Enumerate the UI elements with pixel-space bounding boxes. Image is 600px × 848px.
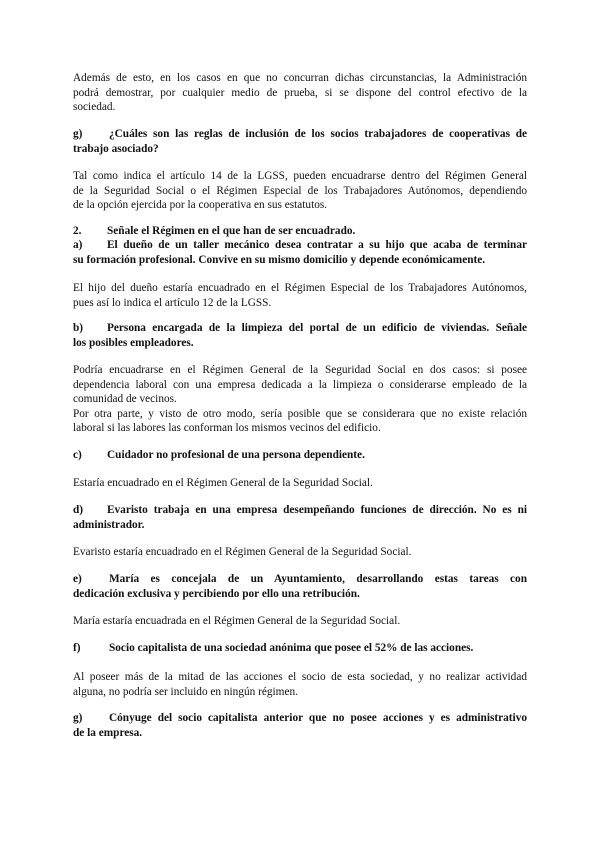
question-a-taller bbox=[73, 238, 527, 267]
question-g-cooperatives bbox=[73, 127, 527, 156]
question-line bbox=[73, 503, 527, 518]
section-2-heading bbox=[73, 224, 527, 239]
question-line: dedicación exclusiva y percibiendo por ello una retribución. bbox=[73, 587, 360, 600]
answer-b-limpieza bbox=[73, 363, 527, 436]
question-text: Cuidador no profesional de una persona dependiente. bbox=[107, 449, 365, 461]
question-f-socio bbox=[73, 641, 527, 656]
question-text: Persona encargada de la limpieza del portal de un edificio de viviendas. Señale bbox=[107, 322, 527, 334]
text-line: alguna, no podría ser incluido en ningún régimen. bbox=[73, 685, 298, 698]
question-line bbox=[73, 711, 527, 726]
text-line: Por otra parte, y visto de otro modo, sería posible que se considerara que no existe relación bbox=[73, 407, 527, 420]
text-line: Además de esto, en los casos en que no concurran dichas circunstancias, la Administración bbox=[73, 72, 527, 84]
text-line: dependencia laboral con una empresa dedicada a la limpieza o considerarse empleado de la bbox=[73, 378, 527, 391]
text-line: Estaría encuadrado en el Régimen General de la Seguridad Social. bbox=[73, 477, 373, 489]
text-line: Podría encuadrarse en el Régimen General de la Seguridad Social en dos casos: si posee bbox=[73, 364, 527, 376]
text-line: Evaristo estaría encuadrado en el Régimen General de la Seguridad Social. bbox=[73, 546, 412, 558]
text-line: comunidad de vecinos. bbox=[73, 393, 177, 405]
question-label: e) bbox=[73, 573, 82, 585]
section-label: 2. bbox=[73, 225, 82, 237]
question-line bbox=[73, 572, 527, 587]
intro-paragraph bbox=[73, 71, 527, 115]
answer-g-cooperatives bbox=[73, 169, 527, 213]
text-line: Tal como indica el artículo 14 de la LGSS, pueden encuadrarse dentro del Régimen General bbox=[73, 170, 527, 182]
text-line: laboral si las labores las conforman los mismos vecinos del edificio. bbox=[73, 422, 381, 434]
text-line: pues así lo indica el artículo 12 de la LGSS. bbox=[73, 296, 272, 309]
answer-f-socio bbox=[73, 670, 527, 699]
question-e-maria bbox=[73, 572, 527, 601]
text-line: El hijo del dueño estaría encuadrado en el Régimen Especial de los Trabajadores Autónomos, bbox=[73, 282, 527, 294]
answer-a-taller bbox=[73, 281, 527, 310]
answer-c-cuidador bbox=[73, 476, 527, 491]
question-line bbox=[73, 448, 527, 463]
question-label: g) bbox=[73, 712, 83, 724]
question-g-conyuge bbox=[73, 711, 527, 740]
question-b-limpieza bbox=[73, 321, 527, 350]
question-line: su formación profesional. Convive en su mismo domicilio y depende económicamente. bbox=[73, 253, 486, 266]
question-text: Socio capitalista de una sociedad anónima que posee el 52% de las acciones. bbox=[109, 642, 474, 654]
question-label: f) bbox=[73, 642, 81, 654]
section-title: Señale el Régimen en el que han de ser encuadrado. bbox=[107, 225, 356, 237]
question-line: de la empresa. bbox=[73, 726, 143, 739]
text-line: de la opción ejercida por la cooperativa en sus estatutos. bbox=[73, 199, 328, 211]
question-line: los posibles empleadores. bbox=[73, 336, 194, 349]
question-label: g) bbox=[73, 128, 83, 140]
question-line bbox=[73, 127, 527, 142]
question-c-cuidador bbox=[73, 448, 527, 463]
question-label: c) bbox=[73, 449, 82, 461]
answer-e-maria bbox=[73, 614, 527, 629]
question-line: administrador. bbox=[73, 518, 145, 531]
question-label: d) bbox=[73, 504, 84, 516]
question-text: Evaristo trabaja en una empresa desempeñando funciones de dirección. No es ni bbox=[107, 504, 527, 516]
text-line: sociedad. bbox=[73, 101, 116, 113]
question-text: ¿Cuáles son las reglas de inclusión de los socios trabajadores de cooperativas de bbox=[109, 128, 527, 140]
question-line: trabajo asociado? bbox=[73, 142, 159, 155]
section-line bbox=[73, 224, 527, 239]
text-line: María estaría encuadrada en el Régimen General de la Seguridad Social. bbox=[73, 615, 401, 627]
question-text: Cónyuge del socio capitalista anterior que no posee acciones y es administrativo bbox=[109, 712, 527, 724]
question-line bbox=[73, 641, 527, 656]
answer-d-evaristo bbox=[73, 545, 527, 560]
text-line: de la Seguridad Social o el Régimen Especial de los Trabajadores Autónomos, dependiendo bbox=[73, 184, 527, 197]
question-label: a) bbox=[73, 239, 83, 251]
text-line: Al poseer más de la mitad de las acciones el socio de esta sociedad, y no realizar actividad bbox=[73, 671, 527, 683]
text-line: podrá demostrar, por cualquier medio de prueba, si se dispone del control efectivo de la bbox=[73, 86, 527, 99]
question-d-evaristo bbox=[73, 503, 527, 532]
question-text: El dueño de un taller mecánico desea contratar a su hijo que acaba de terminar bbox=[107, 239, 527, 251]
question-label: b) bbox=[73, 322, 84, 334]
question-line bbox=[73, 238, 527, 253]
question-text: María es concejala de un Ayuntamiento, desarrollando estas tareas con bbox=[109, 573, 527, 585]
question-line bbox=[73, 321, 527, 336]
